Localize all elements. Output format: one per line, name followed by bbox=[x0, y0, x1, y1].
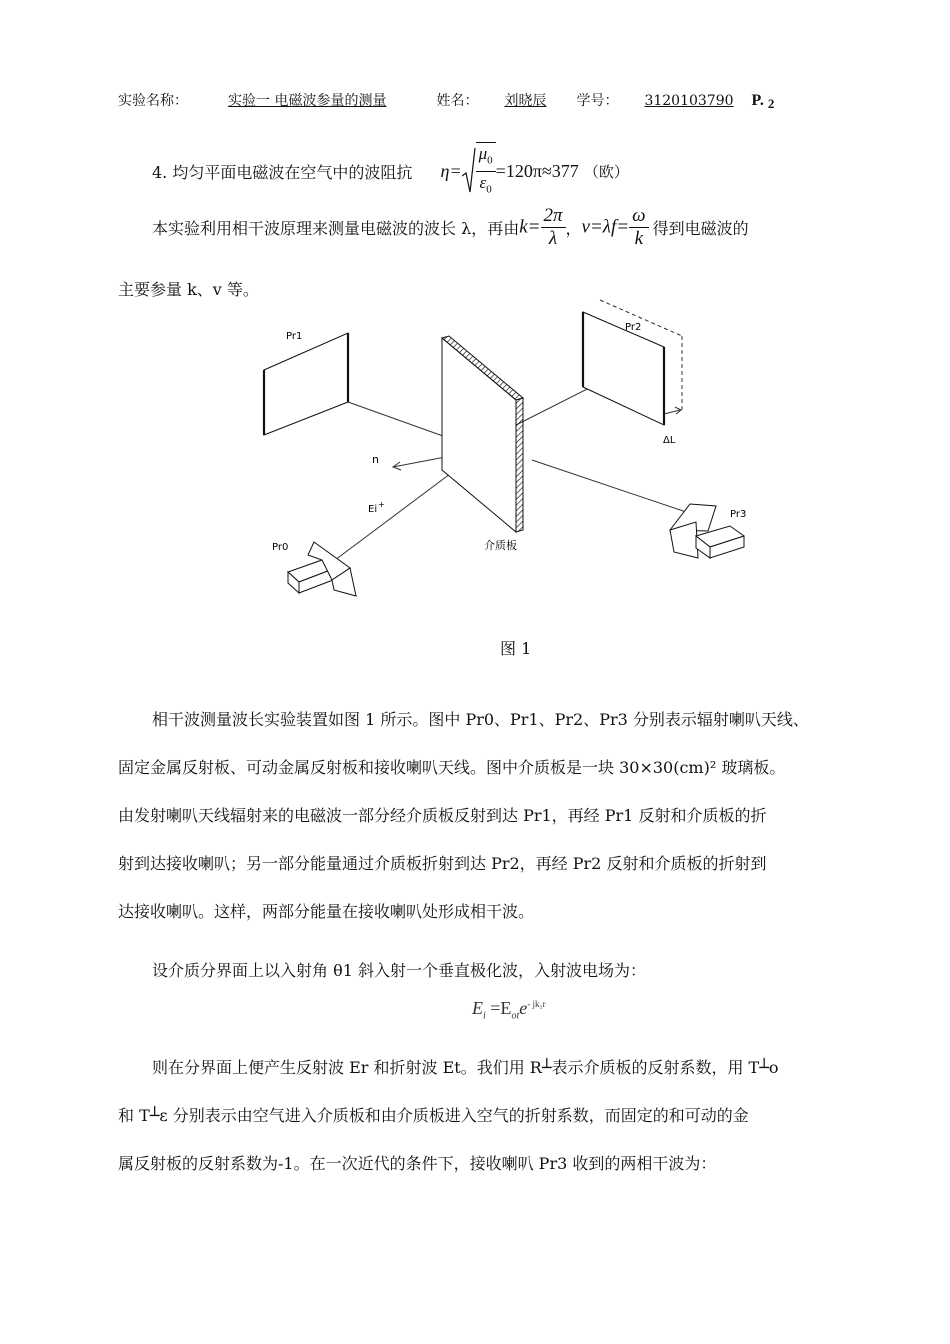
intro-text-1: 本实验利用相干波原理来测量电磁波的波长 λ，再由 bbox=[152, 219, 520, 238]
paragraph-line: 射到达接收喇叭；另一部分能量通过介质板折射到达 Pr2，再经 Pr2 反射和介质板的折射到 bbox=[118, 854, 767, 873]
paragraph-reflection bbox=[118, 1044, 898, 1188]
incident-wave-sup: + bbox=[378, 500, 385, 509]
pr3-label: Pr3 bbox=[730, 509, 747, 520]
v-formula-lhs: v=λf= bbox=[581, 216, 630, 238]
paragraph-line: 达接收喇叭。这样，两部分能量在接收喇叭处形成相干波。 bbox=[118, 902, 535, 921]
name-value: 刘晓辰 bbox=[504, 93, 547, 109]
paragraph-line: 和 T┴ε 分别表示由空气进入介质板和由介质板进入空气的折射系数，而固定的和可动的金 bbox=[118, 1106, 749, 1125]
impedance-value: =120π≈377 bbox=[495, 160, 579, 181]
paragraph-line: 则在分界面上便产生反射波 Er 和折射波 Et。我们用 R┴表示介质板的反射系数，用 T┴o bbox=[152, 1058, 779, 1077]
impedance-text: 4. 均匀平面电磁波在空气中的波阻抗 bbox=[152, 162, 413, 182]
experiment-value: 实验一 电磁波参量的测量 bbox=[228, 93, 387, 109]
paragraph-line: 相干波测量波长实验装置如图 1 所示。图中 Pr0、Pr1、Pr2、Pr3 分别表示辐射喇叭天线、 bbox=[152, 710, 809, 729]
k-formula-lhs: k= bbox=[519, 216, 541, 238]
delta-l-label: ΔL bbox=[663, 435, 676, 446]
incident-wave-label: Ei bbox=[368, 504, 378, 515]
paragraph-line: 属反射板的反射系数为-1。在一次近代的条件下，接收喇叭 Pr3 收到的两相干波为： bbox=[118, 1154, 717, 1173]
eta-symbol: η= bbox=[440, 160, 462, 181]
normal-label: n bbox=[372, 453, 379, 466]
experiment-diagram bbox=[250, 290, 770, 620]
pr0-transmit-horn bbox=[288, 542, 356, 596]
wave-impedance-line bbox=[152, 142, 629, 201]
intro-line-2: 主要参量 k、v 等。 bbox=[118, 280, 259, 299]
paragraph-line: 由发射喇叭天线辐射来的电磁波一部分经介质板反射到达 Pr1，再经 Pr1 反射和介质板的折 bbox=[118, 806, 767, 825]
experiment-label: 实验名称： bbox=[118, 93, 188, 109]
paragraph-setup bbox=[118, 696, 898, 936]
incident-field-equation: $E_i =E_{ot}e^{- jk_1r}$ bbox=[472, 998, 546, 1022]
id-label: 学号： bbox=[576, 93, 619, 109]
v-formula-fraction: $\frac{\omega}{k}$ bbox=[629, 205, 648, 250]
pr1-reflector bbox=[264, 333, 348, 435]
intro-line-1 bbox=[152, 205, 749, 250]
paragraph-line: 固定金属反射板、可动金属反射板和接收喇叭天线。图中介质板是一块 30×30(cm)² 玻璃板。 bbox=[118, 758, 786, 777]
id-value: 3120103790 bbox=[644, 93, 734, 109]
page-number: P. $_2$ bbox=[751, 92, 775, 111]
pr1-label: Pr1 bbox=[286, 331, 303, 342]
k-formula-fraction: $\frac{2\pi}{\lambda}$ bbox=[541, 205, 566, 250]
pr2-label: Pr2 bbox=[625, 322, 642, 333]
intro-text-2: 得到电磁波的 bbox=[652, 219, 749, 238]
sqrt-sign bbox=[462, 146, 476, 196]
formula-comma: ， bbox=[565, 219, 582, 238]
pr2-reflector bbox=[583, 300, 682, 425]
pr0-label: Pr0 bbox=[272, 542, 289, 553]
impedance-unit: （欧） bbox=[583, 162, 629, 181]
name-label: 姓名： bbox=[436, 93, 479, 109]
page-header bbox=[118, 90, 774, 112]
beam-pr3-path bbox=[532, 460, 695, 515]
paragraph-incident-wave: 设介质分界面上以入射角 θ1 斜入射一个垂直极化波，入射波电场为： bbox=[152, 961, 646, 980]
sqrt-fraction: $\frac{\mu_0}{\varepsilon_0}$ bbox=[476, 142, 496, 201]
dielectric-label: 介质板 bbox=[484, 539, 517, 552]
figure-caption: 图 1 bbox=[500, 639, 532, 658]
dielectric-plate bbox=[442, 336, 523, 532]
